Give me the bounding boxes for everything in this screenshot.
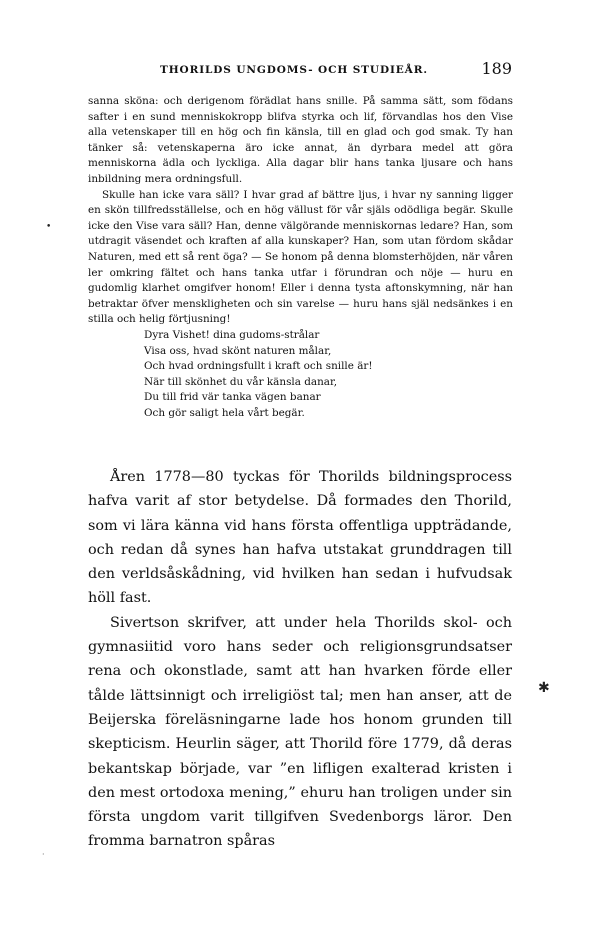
verse-line: Och gör saligt hela vårt begär. [144,406,305,419]
verse-line: Och hvad ordningsfullt i kraft och snille är! [144,360,373,373]
main-paragraph-1: Åren 1778—80 tyckas för Thorilds bildningsprocess hafva varit af stor betydelse. Då formades den Thorild, som vi lära känna vid hans första offentliga uppträdande, och redan då synes han hafva utstakat grunddragen till den verldsåskådning, vid hvilken han sedan i hufvudsak höll fast. [88,469,512,607]
running-title: THORILDS UNGDOMS- OCH STUDIEÅR. [160,64,428,76]
verse-line: När till skönhet du vår känsla danar, [144,375,338,388]
verse-stanza [144,328,513,422]
page-number: 189 [481,59,512,78]
margin-dot-mark: • [46,222,52,232]
small-paragraph-1: sanna sköna: och derigenom förädlat hans snille. På samma sätt, som födans safter i en sund menniskokropp blifva styrka och lif, förvandlas hos den Vise alla vetenskaper till en hög och fin känsla, till en glad och god smak. Ty han tänker så: vetenskaperna äro icke annat, än dyrbara medel att göra menniskorna ädla och lyckliga. Alla dagar blir hans tanka ljusare och hans inbildning mera ordningsfull. [88,95,513,185]
verse-line: Du till frid vär tanka vägen banar [144,391,321,404]
verse-line: Dyra Vishet! dina gudoms-strålar [144,328,320,341]
verse-line: Visa oss, hvad skönt naturen målar, [144,344,332,357]
page-header [88,59,512,82]
main-text-section [88,465,512,854]
margin-asterisk-mark: ✱ [538,680,550,696]
margin-speck-mark: · [42,850,45,859]
main-paragraph-2: Sivertson skrifver, att under hela Thorilds skol- och gymnasiitid voro hans seder och religionsgrundsatser rena och okonstlade, samt att han hvarken förde eller tålde lättsinnigt och irreligiöst tal; men han anser, att de Beijerska föreläsningarne lade hos honom grunden till skepticism. Heurlin säger, att Thorild före 1779, då deras bekantskap började, var ”en lifligen exalterad kristen i den mest ortodoxa mening,” ehuru han troligen under sin första ungdom varit tillgifven Svedenborgs läror. Den fromma barnatron spåras [88,614,512,850]
small-paragraph-2: Skulle han icke vara säll? I hvar grad af bättre ljus, i hvar ny sanning ligger en skön tillfredsställelse, och en hög vällust för vår själs odödliga begär. Skulle icke den Vise vara säll? Han, denne välgörande menniskornas ledare? Han, som utdragit väsendet och kraften af alla kunskaper? Han, som utan fördom skådar Naturen, med ett så rent öga? — Se honom på denna blomsterhöjden, när våren ler omkring fältet och hans tanka utfar i förundran och nöje — huru en gudomlig klarhet omgifver honom! Eller i denna tysta aftonskymning, när han betraktar öfver menskligheten och sin varelse — huru hans själ nedsänkes i en stilla och helig förtjusning! [88,188,513,326]
small-print-section [88,94,513,421]
